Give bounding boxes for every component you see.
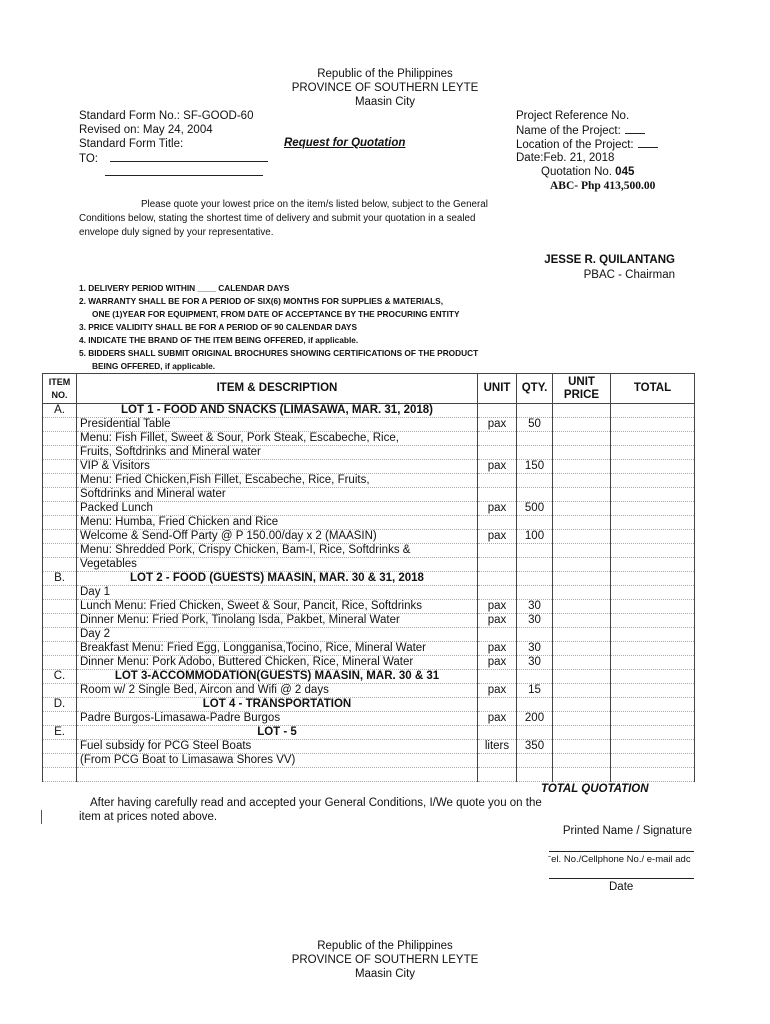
unit-cell (478, 754, 517, 768)
unit-cell: pax (478, 684, 517, 698)
unit-cell (478, 432, 517, 446)
table-row (43, 474, 695, 488)
table-row (43, 572, 695, 586)
qty-cell (517, 586, 553, 600)
item-no-cell (43, 740, 77, 754)
doc-title: Request for Quotation (284, 137, 406, 149)
description-cell (77, 768, 478, 782)
description-cell: LOT 3-ACCOMMODATION(GUESTS) MAASIN, MAR. 30 & 31 (77, 670, 478, 684)
col-description: ITEM & DESCRIPTION (77, 374, 478, 404)
unit-price-cell (553, 628, 611, 642)
col-unit-price-line1: UNIT (568, 375, 595, 388)
total-cell (611, 502, 695, 516)
item-no-cell (43, 460, 77, 474)
total-cell (611, 628, 695, 642)
signatory-title: PBAC - Chairman (583, 269, 675, 281)
total-quotation-label: TOTAL QUOTATION (541, 783, 649, 795)
description-cell: Breakfast Menu: Fried Egg, Longganisa,Tocino, Rice, Mineral Water (77, 642, 478, 656)
unit-price-cell (553, 432, 611, 446)
item-no-cell (43, 586, 77, 600)
description-cell: Welcome & Send-Off Party @ P 150.00/day x 2 (MAASIN) (77, 530, 478, 544)
bottom-header-block (0, 939, 770, 981)
unit-cell (478, 544, 517, 558)
intro-line-1: Please quote your lowest price on the item/s listed below, subject to the General (141, 199, 488, 210)
col-item-no (43, 374, 77, 404)
total-cell (611, 600, 695, 614)
col-item-no-line2: NO. (51, 389, 68, 400)
description-cell: Menu: Shredded Pork, Crispy Chicken, Bam-I, Rice, Softdrinks & (77, 544, 478, 558)
unit-price-cell (553, 516, 611, 530)
qty-cell (517, 698, 553, 712)
unit-cell (478, 572, 517, 586)
description-cell: LOT - 5 (77, 726, 478, 740)
total-cell (611, 418, 695, 432)
total-cell (611, 740, 695, 754)
qty-cell (517, 544, 553, 558)
total-cell (611, 586, 695, 600)
total-cell (611, 726, 695, 740)
item-no-cell: B. (43, 572, 77, 586)
table-row (43, 544, 695, 558)
qty-cell (517, 572, 553, 586)
to-blank-line (110, 151, 268, 162)
qty-cell (517, 768, 553, 782)
unit-price-cell (553, 572, 611, 586)
bottom-header-republic: Republic of the Philippines (317, 940, 453, 952)
contact-label: ˉel. No./Cellphone No./ e-mail adc (548, 854, 691, 865)
item-no-cell: D. (43, 698, 77, 712)
to-label: TO: (79, 153, 98, 165)
qty-cell (517, 474, 553, 488)
revised-on: Revised on: May 24, 2004 (79, 124, 213, 136)
unit-cell (478, 698, 517, 712)
col-total: TOTAL (611, 374, 695, 404)
description-cell: Softdrinks and Mineral water (77, 488, 478, 502)
table-row (43, 698, 695, 712)
qty-cell: 200 (517, 712, 553, 726)
description-cell: VIP & Visitors (77, 460, 478, 474)
standard-form-title: Standard Form Title: (79, 138, 184, 150)
item-no-cell (43, 628, 77, 642)
abc-amount: ABC- Php 413,500.00 (550, 180, 656, 192)
description-cell: Lunch Menu: Fried Chicken, Sweet & Sour, Pancit, Rice, Softdrinks (77, 600, 478, 614)
unit-price-cell (553, 446, 611, 460)
total-cell (611, 432, 695, 446)
qty-cell (517, 628, 553, 642)
header-province: PROVINCE OF SOUTHERN LEYTE (291, 82, 479, 94)
item-no-cell (43, 446, 77, 460)
table-row (43, 712, 695, 726)
unit-cell: liters (478, 740, 517, 754)
unit-cell: pax (478, 614, 517, 628)
project-name-label: Name of the Project: (516, 125, 621, 137)
header-republic: Republic of the Philippines (317, 68, 453, 80)
item-no-cell (43, 502, 77, 516)
date-line (549, 878, 694, 879)
qty-cell: 100 (517, 530, 553, 544)
general-conditions (79, 282, 478, 373)
unit-price-cell (553, 614, 611, 628)
description-cell: Menu: Humba, Fried Chicken and Rice (77, 516, 478, 530)
item-no-cell (43, 432, 77, 446)
total-cell (611, 446, 695, 460)
total-cell (611, 558, 695, 572)
header-city: Maasin City (354, 96, 416, 108)
unit-cell: pax (478, 642, 517, 656)
intro-line-2: Conditions below, stating the shortest time of delivery and submit your quotation in a sealed (79, 213, 476, 224)
header-block (0, 67, 770, 109)
total-cell (611, 698, 695, 712)
item-no-cell (43, 516, 77, 530)
unit-price-cell (553, 670, 611, 684)
qty-cell (517, 726, 553, 740)
total-cell (611, 572, 695, 586)
description-cell: (From PCG Boat to Limasawa Shores VV) (77, 754, 478, 768)
item-no-cell (43, 530, 77, 544)
total-cell (611, 656, 695, 670)
item-no-cell: A. (43, 404, 77, 418)
item-no-cell (43, 558, 77, 572)
qty-cell (517, 516, 553, 530)
col-unit-price (553, 374, 611, 404)
total-cell (611, 754, 695, 768)
total-cell (611, 712, 695, 726)
description-cell: Padre Burgos-Limasawa-Padre Burgos (77, 712, 478, 726)
unit-price-cell (553, 558, 611, 572)
unit-cell (478, 726, 517, 740)
to-blank-line-2 (105, 165, 263, 176)
table-row (43, 488, 695, 502)
printed-name-signature: Printed Name / Signature (562, 825, 692, 837)
unit-cell (478, 628, 517, 642)
table-row (43, 656, 695, 670)
item-no-cell (43, 656, 77, 670)
unit-cell: pax (478, 530, 517, 544)
unit-cell: pax (478, 460, 517, 474)
qty-cell (517, 488, 553, 502)
description-cell: Packed Lunch (77, 502, 478, 516)
qty-cell (517, 404, 553, 418)
item-no-cell (43, 614, 77, 628)
total-cell (611, 460, 695, 474)
qty-cell: 30 (517, 600, 553, 614)
item-no-cell (43, 754, 77, 768)
total-cell (611, 404, 695, 418)
total-cell (611, 474, 695, 488)
unit-price-cell (553, 474, 611, 488)
table-row (43, 726, 695, 740)
table-row (43, 768, 695, 782)
bottom-header-province: PROVINCE OF SOUTHERN LEYTE (291, 954, 479, 966)
unit-price-cell (553, 544, 611, 558)
unit-price-cell (553, 656, 611, 670)
description-cell: Day 2 (77, 628, 478, 642)
qty-cell: 30 (517, 614, 553, 628)
quotation-label: Quotation No. (541, 166, 612, 178)
description-cell: LOT 1 - FOOD AND SNACKS (LIMASAWA, MAR. 31, 2018) (77, 404, 478, 418)
condition-5-cont: BEING OFFERED, if applicable. (92, 361, 216, 371)
qty-cell: 500 (517, 502, 553, 516)
item-no-cell (43, 684, 77, 698)
qty-cell (517, 432, 553, 446)
unit-price-cell (553, 600, 611, 614)
description-cell: Room w/ 2 Single Bed, Aircon and Wifi @ 2 days (77, 684, 478, 698)
form-info (79, 109, 268, 179)
item-no-cell (43, 768, 77, 782)
table-row (43, 684, 695, 698)
table-row (43, 516, 695, 530)
table-row (43, 628, 695, 642)
to-line-2 (79, 165, 268, 179)
item-no-cell (43, 600, 77, 614)
item-no-cell: E. (43, 726, 77, 740)
project-location-label: Location of the Project: (516, 139, 634, 151)
description-cell: Menu: Fish Fillet, Sweet & Sour, Pork Steak, Escabeche, Rice, (77, 432, 478, 446)
items-table (42, 373, 695, 782)
item-no-cell (43, 712, 77, 726)
table-row (43, 586, 695, 600)
condition-5: 5. BIDDERS SHALL SUBMIT ORIGINAL BROCHURES SHOWING CERTIFICATIONS OF THE PRODUCT (79, 348, 479, 358)
total-cell (611, 488, 695, 502)
project-date: Date:Feb. 21, 2018 (516, 152, 615, 164)
project-name (516, 123, 658, 137)
table-row (43, 754, 695, 768)
unit-price-cell (553, 712, 611, 726)
item-no-cell (43, 642, 77, 656)
total-cell (611, 516, 695, 530)
project-reference: Project Reference No. (516, 110, 630, 122)
unit-price-cell (553, 768, 611, 782)
qty-cell (517, 754, 553, 768)
qty-cell (517, 558, 553, 572)
unit-price-cell (553, 460, 611, 474)
unit-price-cell (553, 740, 611, 754)
table-row (43, 432, 695, 446)
unit-price-cell (553, 404, 611, 418)
intro-paragraph (79, 198, 529, 240)
qty-cell: 350 (517, 740, 553, 754)
total-cell (611, 768, 695, 782)
unit-cell (478, 670, 517, 684)
table-body (43, 404, 695, 782)
total-cell (611, 670, 695, 684)
item-no-cell: C. (43, 670, 77, 684)
signature-line (549, 851, 694, 852)
signatory-name: JESSE R. QUILANTANG (544, 254, 675, 266)
description-cell: Fruits, Softdrinks and Mineral water (77, 446, 478, 460)
qty-cell: 150 (517, 460, 553, 474)
unit-cell (478, 558, 517, 572)
condition-3: 3. PRICE VALIDITY SHALL BE FOR A PERIOD OF 90 CALENDAR DAYS (79, 322, 357, 332)
table-row (43, 446, 695, 460)
unit-price-cell (553, 418, 611, 432)
bottom-header-city: Maasin City (354, 968, 416, 980)
unit-cell (478, 586, 517, 600)
item-no-cell (43, 474, 77, 488)
table-row (43, 614, 695, 628)
col-unit-price-line2: PRICE (563, 388, 600, 401)
table-header-row (43, 374, 695, 404)
total-cell (611, 530, 695, 544)
signatory-block (544, 253, 675, 283)
total-cell (611, 544, 695, 558)
total-cell (611, 642, 695, 656)
table-row (43, 460, 695, 474)
accept-line-1: After having carefully read and accepted your General Conditions, I/We quote you on the (90, 797, 542, 809)
qty-cell (517, 446, 553, 460)
unit-price-cell (553, 754, 611, 768)
condition-4: 4. INDICATE THE BRAND OF THE ITEM BEING OFFERED, if applicable. (79, 335, 359, 345)
project-location (516, 137, 658, 151)
qty-cell: 30 (517, 642, 553, 656)
project-name-blank (625, 123, 645, 134)
table-row (43, 740, 695, 754)
unit-cell (478, 488, 517, 502)
unit-price-cell (553, 698, 611, 712)
unit-cell: pax (478, 712, 517, 726)
unit-price-cell (553, 502, 611, 516)
unit-cell: pax (478, 418, 517, 432)
table-row (43, 502, 695, 516)
unit-cell: pax (478, 600, 517, 614)
unit-price-cell (553, 530, 611, 544)
table-row (43, 418, 695, 432)
condition-2-cont: ONE (1)YEAR FOR EQUIPMENT, FROM DATE OF ACCEPTANCE BY THE PROCURING ENTITY (92, 309, 460, 319)
table-row (43, 404, 695, 418)
unit-cell (478, 446, 517, 460)
quotation-number: 045 (615, 166, 635, 178)
description-cell: Dinner Menu: Pork Adobo, Buttered Chicken, Rice, Mineral Water (77, 656, 478, 670)
description-cell: Day 1 (77, 586, 478, 600)
unit-price-cell (553, 726, 611, 740)
description-cell: Vegetables (77, 558, 478, 572)
qty-cell: 30 (517, 656, 553, 670)
total-cell (611, 684, 695, 698)
margin-bar (41, 810, 42, 824)
item-no-cell (43, 544, 77, 558)
intro-line-3: envelope duly signed by your representative. (79, 227, 274, 238)
description-cell: Fuel subsidy for PCG Steel Boats (77, 740, 478, 754)
project-info (516, 109, 658, 193)
qty-cell (517, 670, 553, 684)
standard-form-no: Standard Form No.: SF-GOOD-60 (79, 110, 254, 122)
condition-1: 1. DELIVERY PERIOD WITHIN ____ CALENDAR DAYS (79, 283, 290, 293)
item-no-cell (43, 488, 77, 502)
table-row (43, 558, 695, 572)
unit-price-cell (553, 488, 611, 502)
description-cell: LOT 4 - TRANSPORTATION (77, 698, 478, 712)
unit-price-cell (553, 642, 611, 656)
to-line (79, 151, 268, 165)
table-row (43, 670, 695, 684)
description-cell: Presidential Table (77, 418, 478, 432)
unit-cell (478, 768, 517, 782)
unit-price-cell (553, 684, 611, 698)
condition-2: 2. WARRANTY SHALL BE FOR A PERIOD OF SIX(6) MONTHS FOR SUPPLIES & MATERIALS, (79, 296, 444, 306)
project-location-blank (638, 137, 658, 148)
description-cell: Dinner Menu: Fried Pork, Tinolang Isda, Pakbet, Mineral Water (77, 614, 478, 628)
accept-line-2: item at prices noted above. (79, 811, 218, 823)
table-row (43, 642, 695, 656)
qty-cell: 15 (517, 684, 553, 698)
col-item-no-line1: ITEM (48, 376, 71, 387)
qty-cell: 50 (517, 418, 553, 432)
unit-cell (478, 404, 517, 418)
item-no-cell (43, 418, 77, 432)
unit-cell (478, 474, 517, 488)
table-row (43, 530, 695, 544)
unit-cell: pax (478, 502, 517, 516)
unit-price-cell (553, 586, 611, 600)
quotation-line (516, 165, 658, 179)
total-cell (611, 614, 695, 628)
description-cell: LOT 2 - FOOD (GUESTS) MAASIN, MAR. 30 & 31, 2018 (77, 572, 478, 586)
table-row (43, 600, 695, 614)
col-qty: QTY. (517, 374, 553, 404)
date-label: Date (609, 881, 634, 893)
unit-cell: pax (478, 656, 517, 670)
unit-cell (478, 516, 517, 530)
description-cell: Menu: Fried Chicken,Fish Fillet, Escabeche, Rice, Fruits, (77, 474, 478, 488)
col-unit: UNIT (478, 374, 517, 404)
